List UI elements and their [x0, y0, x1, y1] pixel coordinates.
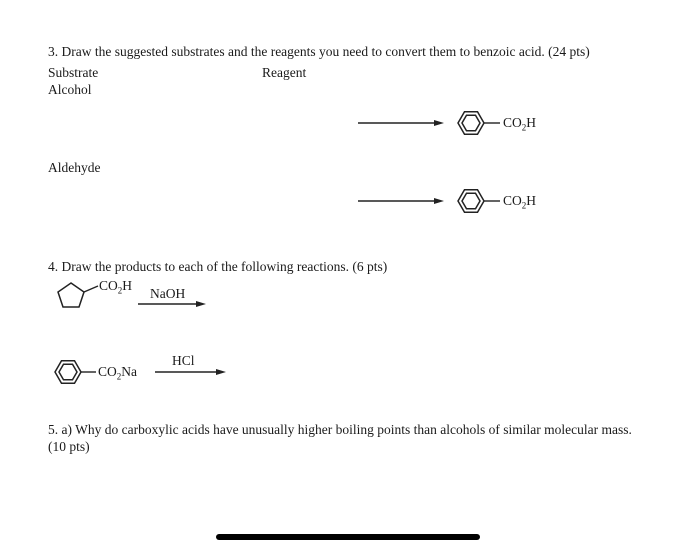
- reaction2-group-label: $CO_2Na$: [98, 364, 138, 382]
- product-label-2: $CO_2H$: [503, 193, 537, 211]
- q4-title: 4. Draw the products to each of the following reactions. (6 pts): [48, 259, 388, 274]
- reagent-header: Reagent: [262, 65, 307, 80]
- benzene-ring-2: [458, 190, 484, 213]
- product-label-1: $CO_2H$: [503, 115, 537, 133]
- hcl-reaction-arrow: [155, 369, 226, 375]
- benzene-ring-1: [458, 112, 484, 135]
- substrate-header: Substrate: [48, 65, 99, 80]
- benzene-ring-3: [55, 361, 81, 384]
- cyclopentane-ring: [58, 283, 84, 307]
- naoh-reagent-label: NaOH: [150, 286, 186, 301]
- alcohol-reaction-arrow: [358, 120, 444, 126]
- home-indicator[interactable]: [216, 534, 480, 540]
- alcohol-label: Alcohol: [48, 82, 92, 97]
- q3-title: 3. Draw the suggested substrates and the reagents you need to convert them to benzoic acid. (24 pts): [48, 44, 590, 59]
- q5-text: 5. a) Why do carboxylic acids have unusually higher boiling points than alcohols of similar molecular mass. (10 pts): [48, 422, 632, 454]
- hcl-reagent-label: HCl: [172, 353, 195, 368]
- reaction1-group-label: $CO_2H$: [99, 278, 133, 296]
- aldehyde-label: Aldehyde: [48, 160, 101, 175]
- aldehyde-reaction-arrow: [358, 198, 444, 204]
